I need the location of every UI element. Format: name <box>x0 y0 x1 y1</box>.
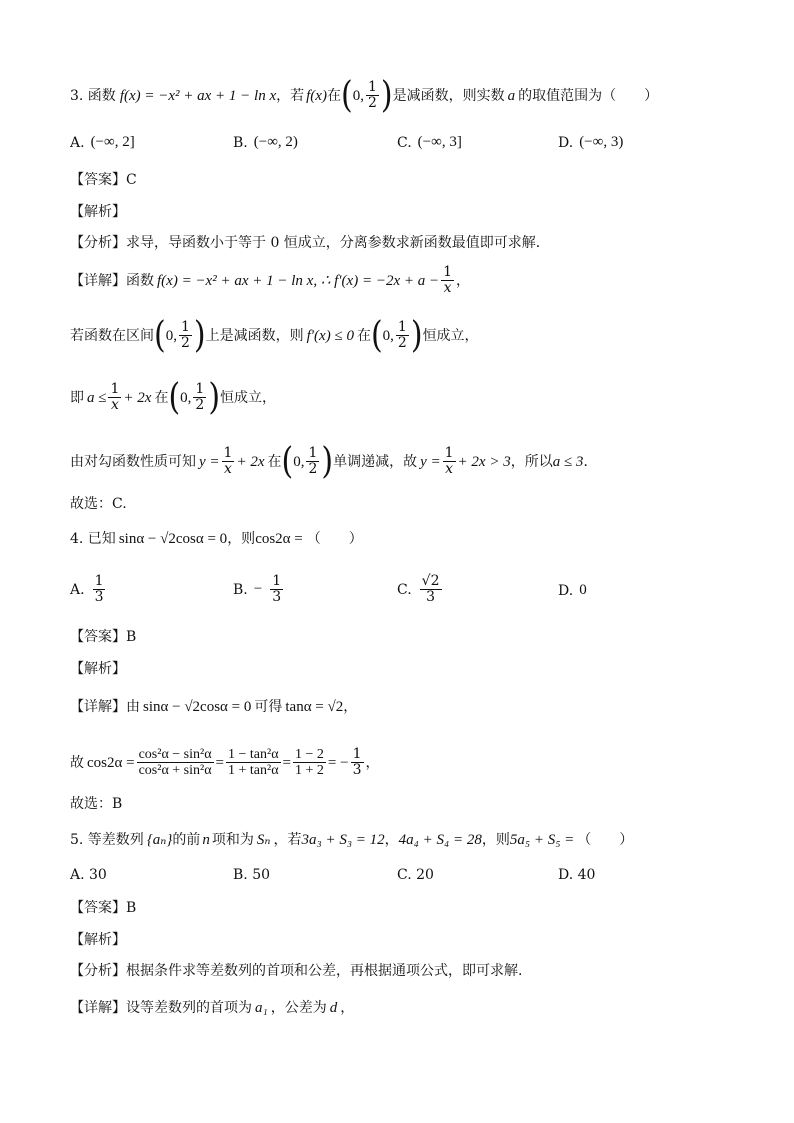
q3-function: f(x) = −x² + ax + 1 − ln x <box>119 87 277 104</box>
q5-fenxi: 【分析】根据条件求等差数列的首项和公差，再根据通项公式，即可求解. <box>70 963 523 979</box>
q5-detail-line1: 【详解】设等差数列的首项为 a₁ ，公差为 d ， <box>70 1000 355 1016</box>
q3-cond2: 是减函数，则实数 <box>392 87 505 104</box>
q4-option-d: D. 0 <box>558 582 587 599</box>
q4-answer: 【答案】B <box>70 629 137 645</box>
q4-option-b: B. − $\frac{1}{3}$ <box>233 573 282 605</box>
q5-option-a: A. 30 <box>70 867 107 883</box>
q5-option-b: B. 50 <box>233 867 271 883</box>
q3-cond1: ，若 <box>276 87 305 104</box>
q4-option-c: C. $\frac{√2}{3}$ <box>397 573 440 605</box>
q4-detail-line1: 【详解】由 sinα − √2cosα = 0 可得 tanα = √2 ， <box>70 699 358 715</box>
q5-analysis-heading: 【解析】 <box>70 932 126 948</box>
q5-stem: 5. 等差数列 {aₙ} 的前 n 项和为 Sₙ ，若 3a₃ + S₃ = 12 ， 4a₄ + S₄ = 28 ，则 5a₅ + S₅ = （ ） <box>70 832 634 848</box>
q4-detail-calc: 故 cos2α = $\frac{\text{cos²α − sin²α}}{\text{cos²α + sin²α}}$ = $\frac{\text{1 − tan²α}}{\text{1 + tan²α}}$ = $\frac{1 - 2}{1 + 2}$ = − $\frac{1}{3}$ ， <box>70 746 380 778</box>
q3-prefix: 3. 函数 <box>70 87 116 104</box>
q3-fenxi: 【分析】求导，导函数小于等于 0 恒成立，分离参数求新函数最值即可求解． <box>70 235 550 251</box>
q3-stem <box>70 73 754 116</box>
left-paren: ( <box>340 73 353 116</box>
q3-detail-line3: 即 a ≤ $\frac{1}{x}$ + 2x 在 ( 0, $\frac{1}{2}$ ) 恒成立， <box>70 375 277 418</box>
q4-stem: 4. 已知 sinα − √2cosα = 0 ，则 cos2α = （ ） <box>70 531 363 547</box>
q3-detail-line2: 若函数在区间 ( 0, $\frac{1}{2}$ ) 上是减函数，则 f′(x) ≤ 0 在 ( 0, $\frac{1}{2}$ ) 恒成立， <box>70 313 479 356</box>
q3-detail-line4: 由对勾函数性质可知 y = $\frac{1}{x}$ + 2x 在 ( 0, $\frac{1}{2}$ ) 单调递减，故 y = $\frac{1}{x}$ + 2x > 3 ，所以 a ≤ 3 ． <box>70 439 598 482</box>
q5-option-d: D. 40 <box>558 867 596 883</box>
q3-interval-fraction: $\frac{1}{2}$ <box>367 79 377 111</box>
q3-detail-line1: 【详解】函数 f(x) = −x² + ax + 1 − ln x, ∴ f′(x) = −2x + a − $\frac{1}{x}$ ， <box>70 264 471 296</box>
q3-option-b: B. (−∞, 2) <box>233 134 298 151</box>
q3-answer: 【答案】C <box>70 172 137 188</box>
q5-answer: 【答案】B <box>70 900 137 916</box>
q3-option-a: A. (−∞, 2] <box>70 134 135 151</box>
q4-analysis-heading: 【解析】 <box>70 661 126 677</box>
q3-choose: 故选：C. <box>70 496 127 512</box>
q3-analysis-heading: 【解析】 <box>70 204 126 220</box>
q3-option-d: D. (−∞, 3) <box>558 134 624 151</box>
q3-tail: 的取值范围为（ ） <box>518 87 659 104</box>
q4-choose: 故选：B <box>70 796 123 812</box>
q3-option-c: C. (−∞, 3] <box>397 134 462 151</box>
right-paren: ) <box>380 73 393 116</box>
q3-zai: 在 <box>326 87 341 104</box>
q5-option-c: C. 20 <box>397 867 434 883</box>
q3-fx: f(x) <box>306 87 327 104</box>
q4-option-a: A. $\frac{1}{3}$ <box>70 573 104 605</box>
q3-a: a <box>507 87 516 104</box>
q3-interval-left: 0, <box>352 87 364 104</box>
